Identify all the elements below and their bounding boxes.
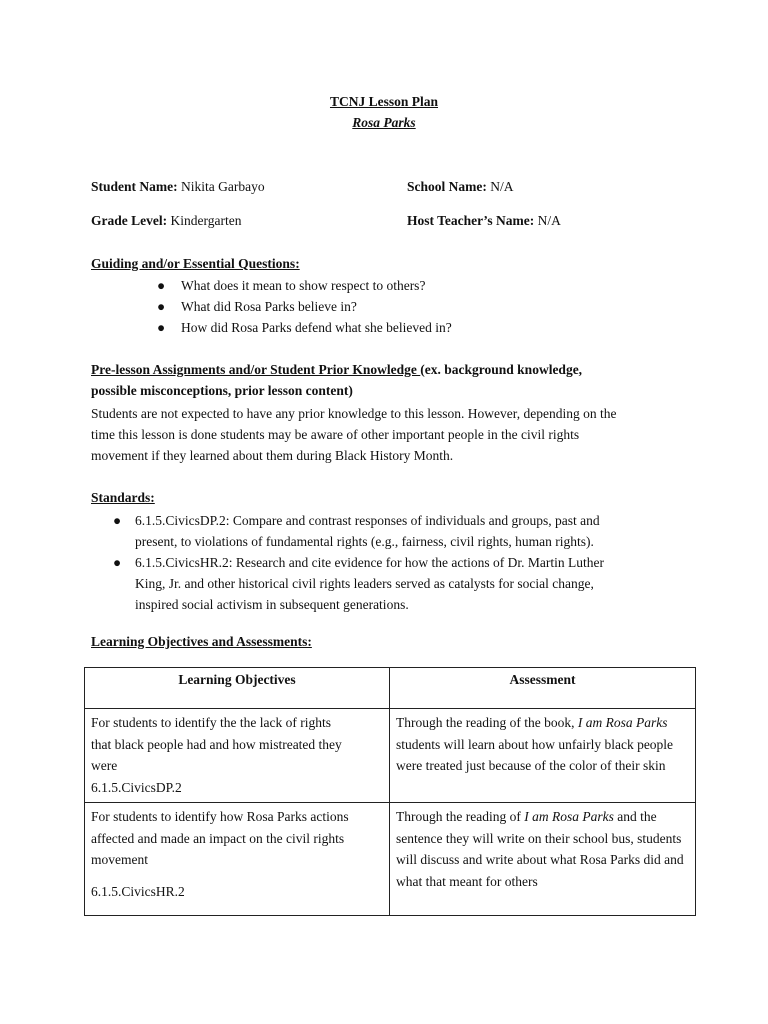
- page-subtitle: Rosa Parks: [352, 115, 416, 130]
- table-row: [85, 803, 696, 916]
- student-name-row: [91, 179, 265, 195]
- grade-level-label: Grade Level:: [91, 213, 168, 228]
- objectives-heading: Learning Objectives and Assessments:: [91, 634, 312, 649]
- bullet-icon: ●: [157, 299, 166, 314]
- col-header-objectives: Learning Objectives: [85, 668, 390, 709]
- objective-cell: For students to identify how Rosa Parks actions affected and made an impact on the civil rights movement 6.1.5.CivicsHR.2: [85, 803, 390, 916]
- bullet-icon: ●: [113, 555, 122, 570]
- school-name-value: N/A: [490, 179, 514, 194]
- grade-level-value: Kindergarten: [170, 213, 242, 228]
- bullet-icon: ●: [113, 513, 122, 528]
- col-header-assessment: Assessment: [390, 668, 696, 709]
- guiding-heading: Guiding and/or Essential Questions:: [91, 256, 300, 271]
- guiding-item: ● What did Rosa Parks believe in?: [181, 296, 357, 317]
- standard-item: ● 6.1.5.CivicsDP.2: Compare and contrast responses of individuals and groups, past and present, to violations of fundamental rights (e.g., fairness, civil rights, human rights).: [135, 510, 600, 552]
- objective-cell: For students to identify the the lack of rights that black people had and how mistreated they were 6.1.5.CivicsDP.2: [85, 709, 390, 803]
- prelesson-body: Students are not expected to have any prior knowledge to this lesson. However, depending on the time this lesson is done students may be aware of other important people in the civil rights movement if they learned about them during Black History Month.: [91, 406, 617, 463]
- school-name-label: School Name:: [407, 179, 487, 194]
- objectives-table: [84, 667, 696, 916]
- bullet-icon: ●: [157, 320, 166, 335]
- table-row: [85, 709, 696, 803]
- page-title: TCNJ Lesson Plan: [329, 94, 439, 109]
- guiding-item: ● How did Rosa Parks defend what she believed in?: [181, 317, 452, 338]
- assessment-cell: Through the reading of the book, I am Rosa Parks students will learn about how unfairly black people were treated just because of the color of their skin: [390, 709, 696, 803]
- grade-level-row: [91, 213, 241, 229]
- assessment-cell: Through the reading of I am Rosa Parks and the sentence they will write on their school bus, students will discuss and write about what Rosa Parks did and what that meant for others: [390, 803, 696, 916]
- host-teacher-row: [407, 213, 561, 229]
- standard-item: ● 6.1.5.CivicsHR.2: Research and cite evidence for how the actions of Dr. Martin Luther King, Jr. and other historical civil rights leaders served as catalysts for social change, inspired social activism in subsequent generations.: [135, 552, 604, 615]
- prelesson-heading-line2: possible misconceptions, prior lesson content): [91, 383, 353, 398]
- host-teacher-label: Host Teacher’s Name:: [407, 213, 535, 228]
- host-teacher-value: N/A: [537, 213, 561, 228]
- student-name-value: Nikita Garbayo: [181, 179, 265, 194]
- prelesson-heading: Pre-lesson Assignments and/or Student Prior Knowledge (ex. background knowledge,: [91, 362, 583, 377]
- school-name-row: [407, 179, 514, 195]
- table-header-row: [85, 668, 696, 709]
- bullet-icon: ●: [157, 278, 166, 293]
- student-name-label: Student Name:: [91, 179, 178, 194]
- guiding-item: ● What does it mean to show respect to others?: [181, 275, 425, 296]
- standards-heading: Standards:: [91, 490, 155, 505]
